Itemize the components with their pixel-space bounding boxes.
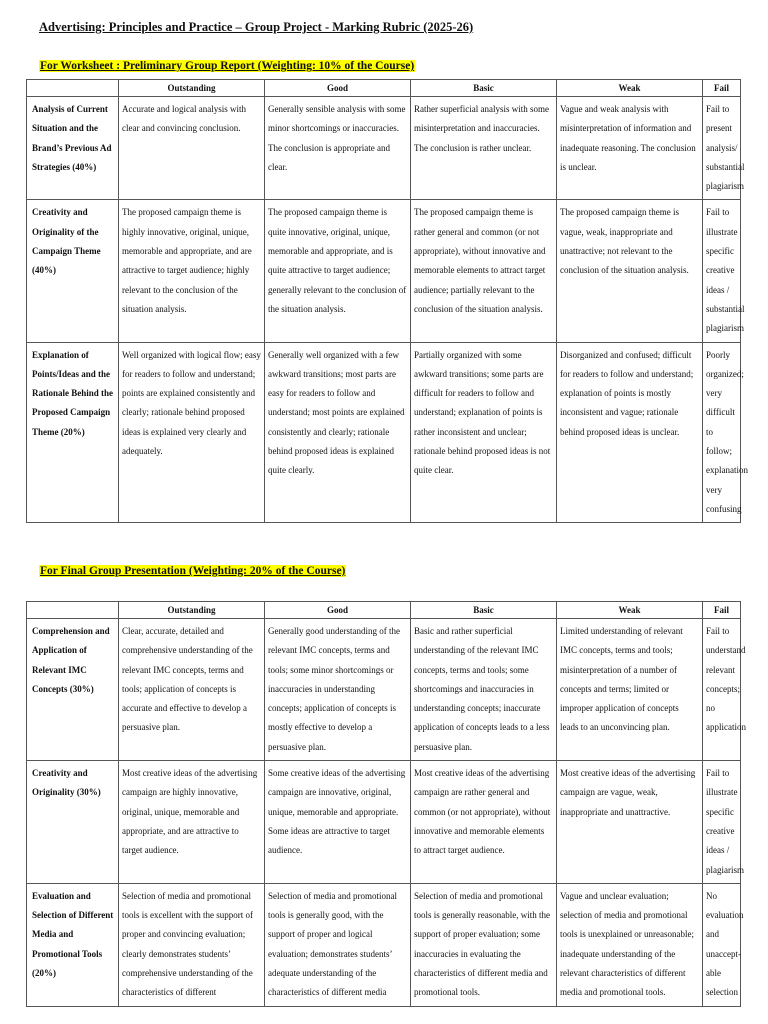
header-outstanding: Outstanding [119, 602, 265, 619]
basic-cell: Most creative ideas of the advertising campaign are rather general and common (or not appropriate), without innovative and memorable elements to attract target audience. [411, 761, 557, 884]
table-row [27, 761, 741, 884]
table-header-row [27, 602, 741, 619]
good-cell: Some creative ideas of the advertising campaign are innovative, original, unique, memorable and appropriate. Some ideas are attractive to target audience. [265, 761, 411, 884]
basic-cell: The proposed campaign theme is rather general and common (or not appropriate), without innovative and memorable elements to attract target audience; partially relevant to the conclusion of the situation analysis. [411, 200, 557, 342]
weak-cell: Vague and weak analysis with misinterpretation of information and inadequate reasoning. The conclusion is unclear. [557, 97, 703, 200]
outstanding-cell: Selection of media and promotional tools is excellent with the support of proper and convincing evaluation; clearly demonstrates students’ comprehensive understanding of the characteristics of different [119, 883, 265, 1006]
criterion-cell: Analysis of Current Situation and the Brand’s Previous Ad Strategies (40%) [27, 97, 119, 200]
section-title-presentation: For Final Group Presentation (Weighting: 20% of the Course) [40, 565, 346, 577]
weak-cell: Vague and unclear evaluation; selection of media and promotional tools is unexplained or unreasonable; inadequate understanding of the relevant characteristics of different media and promotional tools. [557, 883, 703, 1006]
outstanding-cell: Well organized with logical flow; easy for readers to follow and understand; points are explained consistently and clearly; rationale behind proposed ideas is explained very clearly and adequately. [119, 342, 265, 523]
weak-cell: Limited understanding of relevant IMC concepts, terms and tools; misinterpretation of a number of concepts and terms; limited or improper application of concepts leads to an unconvincing plan. [557, 619, 703, 761]
header-fail: Fail [703, 602, 741, 619]
table-row [27, 200, 741, 342]
criterion-cell: Creativity and Originality (30%) [27, 761, 119, 884]
weak-cell: Disorganized and confused; difficult for readers to follow and understand; explanation of points is mostly inconsistent and vague; rationale behind proposed ideas is unclear. [557, 342, 703, 523]
fail-cell: No evaluation and unaccept-able selection [703, 883, 741, 1006]
table-header-row [27, 80, 741, 97]
fail-cell: Fail to understand relevant concepts; no application [703, 619, 741, 761]
table-row [27, 97, 741, 200]
criterion-cell: Explanation of Points/Ideas and the Rationale Behind the Proposed Campaign Theme (20%) [27, 342, 119, 523]
good-cell: Selection of media and promotional tools is generally good, with the support of proper and logical evaluation; demonstrates students’ adequate understanding of the characteristics of different media [265, 883, 411, 1006]
table-row [27, 883, 741, 1006]
header-basic: Basic [411, 80, 557, 97]
header-fail: Fail [703, 80, 741, 97]
good-cell: The proposed campaign theme is quite innovative, original, unique, memorable and appropriate, and is quite attractive to target audience; generally relevant to the conclusion of the situation analysis. [265, 200, 411, 342]
worksheet-rubric-table [26, 79, 748, 523]
good-cell: Generally well organized with a few awkward transitions; most parts are easy for readers to follow and understand; most points are explained consistently and clearly; rationale behind proposed ideas is explained quite clearly. [265, 342, 411, 523]
fail-cell: Fail to present analysis/ substantial plagiarism [703, 97, 741, 200]
good-cell: Generally good understanding of the relevant IMC concepts, terms and tools; some minor shortcomings or inaccuracies in understanding concepts; application of concepts is mostly effective to develop a persuasive plan. [265, 619, 411, 761]
good-cell: Generally sensible analysis with some minor shortcomings or inaccuracies. The conclusion is appropriate and clear. [265, 97, 411, 200]
header-weak: Weak [557, 80, 703, 97]
header-criterion [27, 80, 119, 97]
header-basic: Basic [411, 602, 557, 619]
document-title: Advertising: Principles and Practice – Group Project - Marking Rubric (2025-26) [39, 20, 474, 34]
presentation-rubric-table [26, 601, 746, 1007]
outstanding-cell: Clear, accurate, detailed and comprehensive understanding of the relevant IMC concepts, terms and tools; application of concepts is accurate and effective to develop a persuasive plan. [119, 619, 265, 761]
weak-cell: The proposed campaign theme is vague, weak, inappropriate and unattractive; not relevant to the conclusion of the situation analysis. [557, 200, 703, 342]
header-weak: Weak [557, 602, 703, 619]
fail-cell: Poorly organized; very difficult to follow; explanation very confusing [703, 342, 741, 523]
header-good: Good [265, 602, 411, 619]
criterion-cell: Comprehension and Application of Relevant IMC Concepts (30%) [27, 619, 119, 761]
table-row [27, 342, 741, 523]
outstanding-cell: Most creative ideas of the advertising campaign are highly innovative, original, unique, memorable and appropriate, and are attractive to target audience. [119, 761, 265, 884]
fail-cell: Fail to illustrate specific creative ideas / substantial plagiarism [703, 200, 741, 342]
section-title-worksheet: For Worksheet : Preliminary Group Report (Weighting: 10% of the Course) [40, 60, 415, 72]
fail-cell: Fail to illustrate specific creative ideas / plagiarism [703, 761, 741, 884]
header-outstanding: Outstanding [119, 80, 265, 97]
outstanding-cell: The proposed campaign theme is highly innovative, original, unique, memorable and appropriate, and are attractive to target audience; highly relevant to the conclusion of the situation analysis. [119, 200, 265, 342]
criterion-cell: Creativity and Originality of the Campaign Theme (40%) [27, 200, 119, 342]
basic-cell: Selection of media and promotional tools is generally reasonable, with the support of proper evaluation; some inaccuracies in evaluating the characteristics of different media and promotional tools. [411, 883, 557, 1006]
basic-cell: Basic and rather superficial understanding of the relevant IMC concepts, terms and tools; some shortcomings and inaccuracies in understanding concepts; inaccurate application of concepts leads to a less persuasive plan. [411, 619, 557, 761]
outstanding-cell: Accurate and logical analysis with clear and convincing conclusion. [119, 97, 265, 200]
table-row [27, 619, 741, 761]
basic-cell: Rather superficial analysis with some misinterpretation and inaccuracies. The conclusion is rather unclear. [411, 97, 557, 200]
basic-cell: Partially organized with some awkward transitions; some parts are difficult for readers to follow and understand; explanation of points is rather inconsistent and unclear; rationale behind proposed ideas is not quite clear. [411, 342, 557, 523]
criterion-cell: Evaluation and Selection of Different Media and Promotional Tools (20%) [27, 883, 119, 1006]
header-criterion [27, 602, 119, 619]
weak-cell: Most creative ideas of the advertising campaign are vague, weak, inappropriate and unattractive. [557, 761, 703, 884]
header-good: Good [265, 80, 411, 97]
